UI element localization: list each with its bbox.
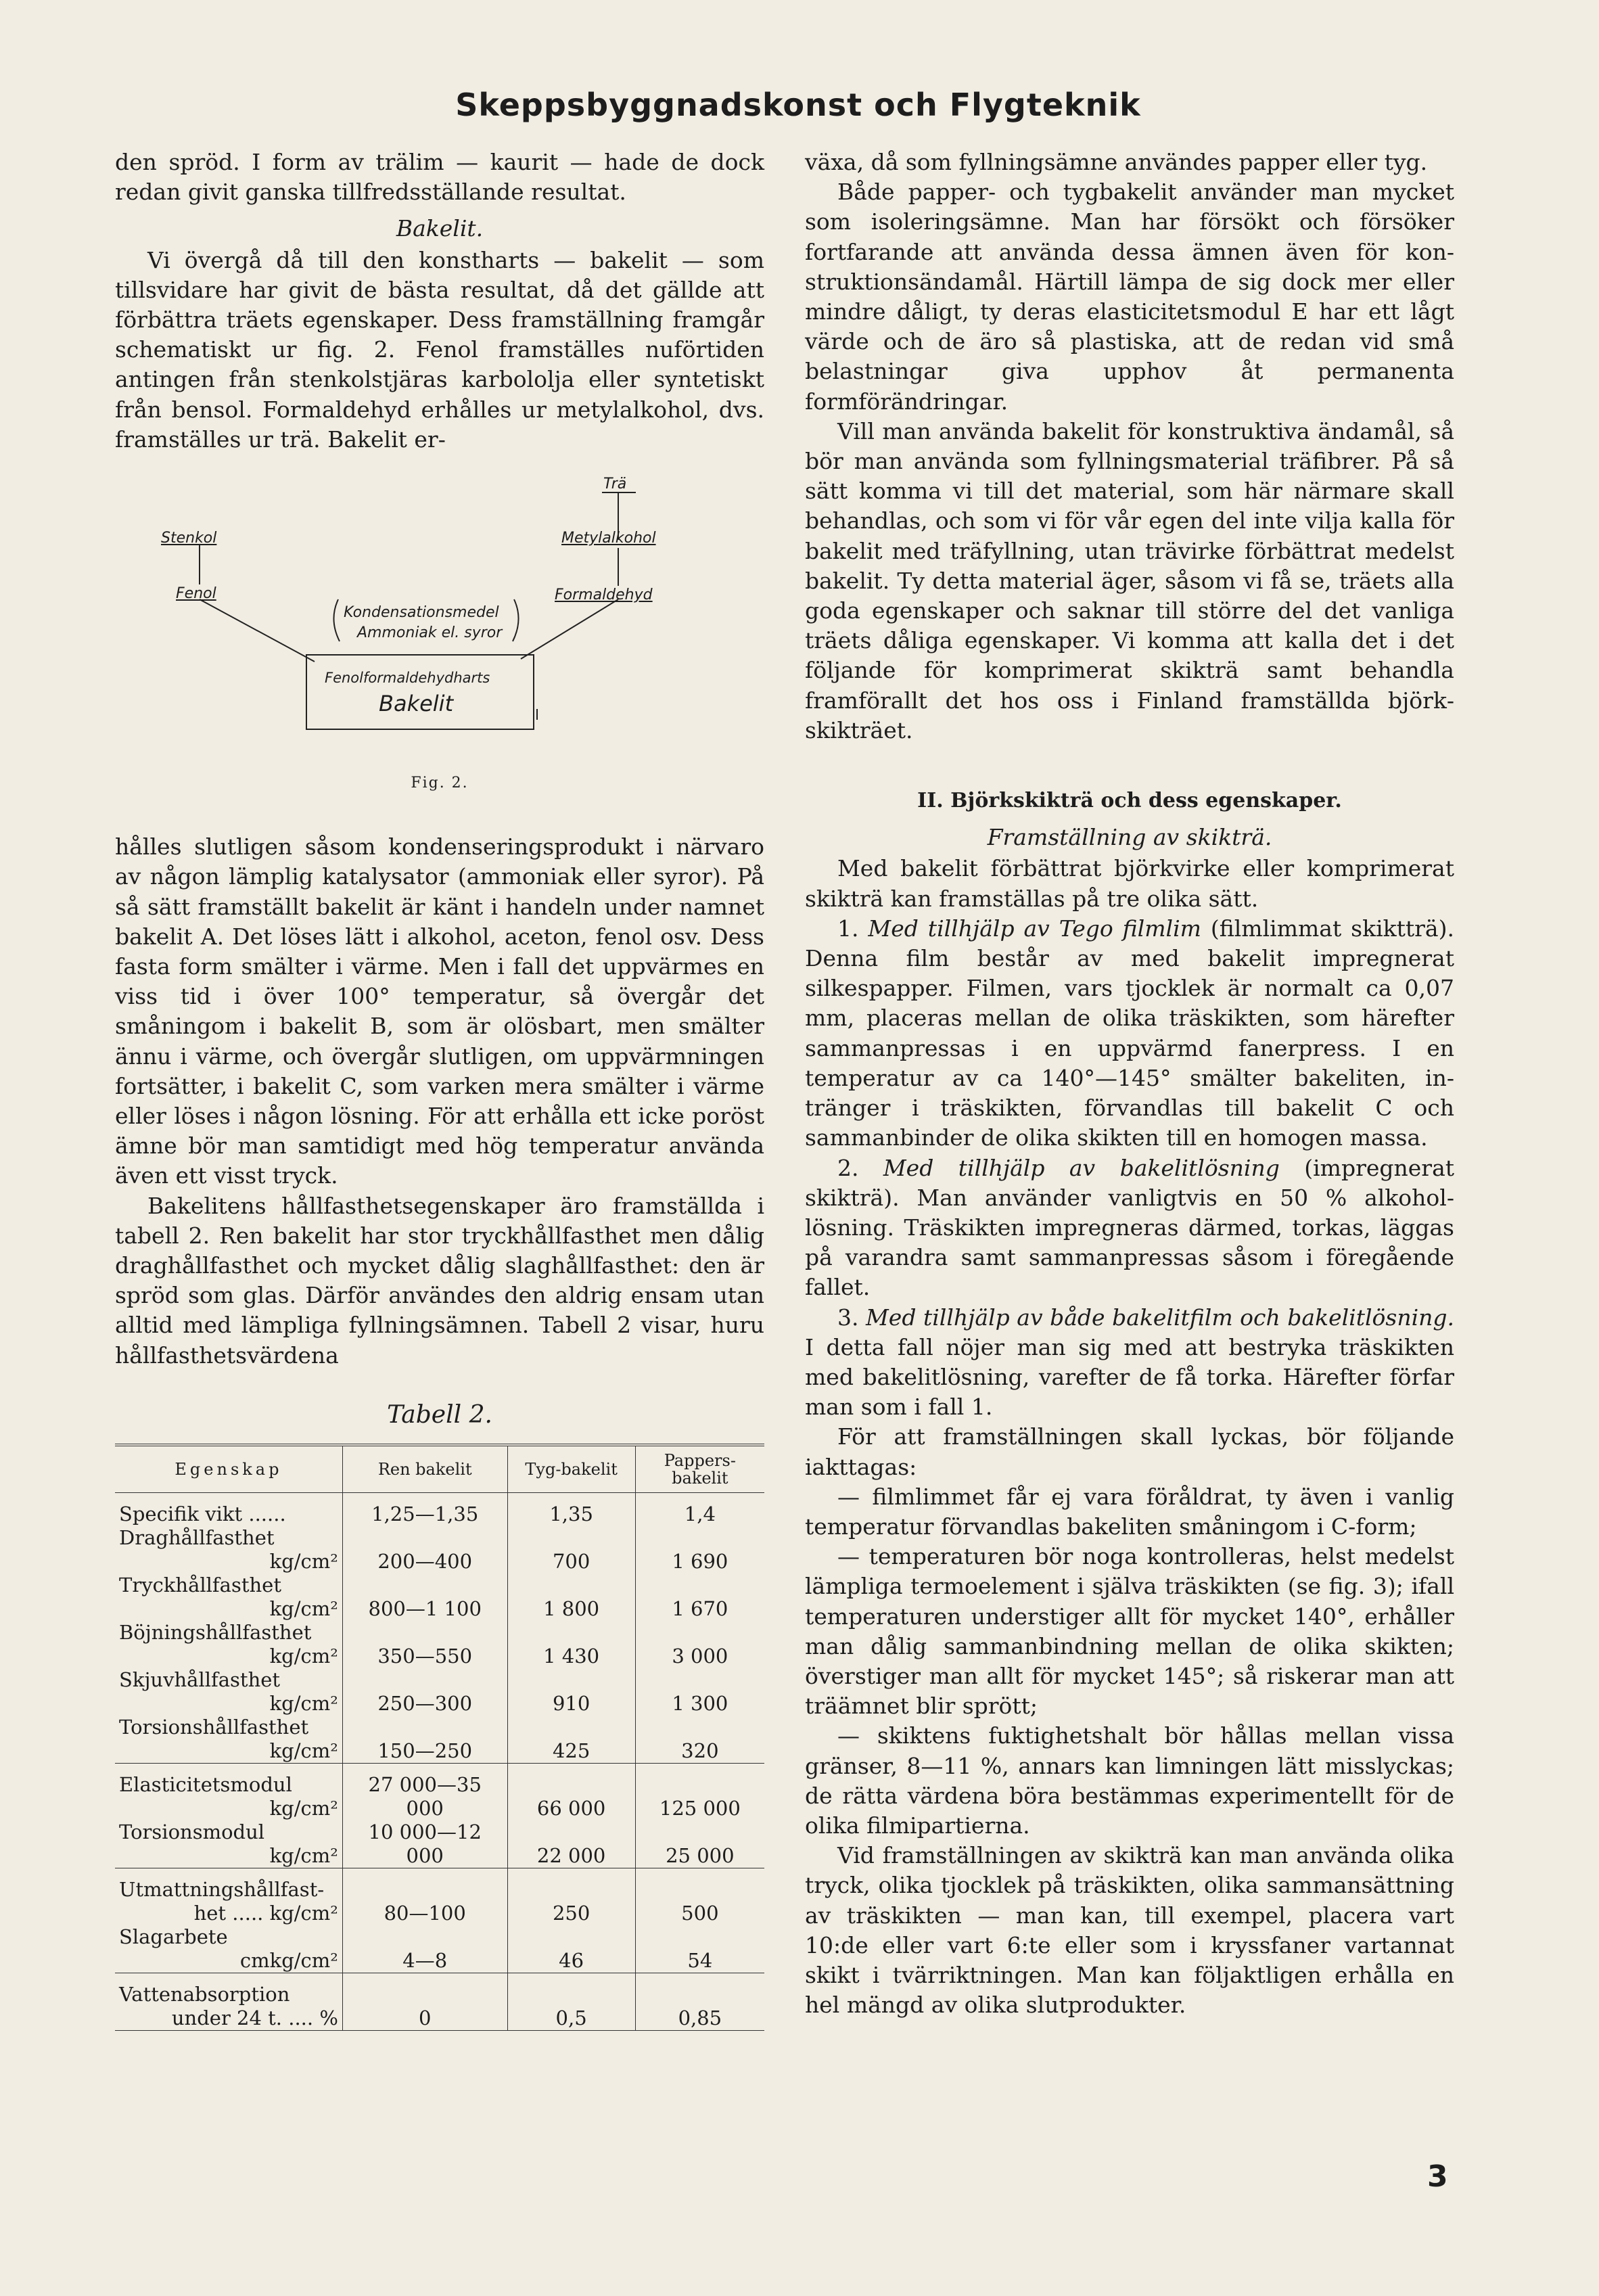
table-value-cell: 350—550 xyxy=(342,1621,507,1668)
right-paragraph-3: Med bakelit förbättrat björkvirke eller komprimerat skikträ kan framställas på tre olika sätt. xyxy=(805,855,1454,912)
right-paragraph-4 xyxy=(805,914,1454,1153)
table-value-cell: 1,4 xyxy=(635,1493,764,1527)
table-row xyxy=(115,1716,764,1764)
method-3-text: I detta fall nöjer man sig med att bestryka träskikten med bakelitlösning, varefter de få torka. Härefter förfar man som i fall 1. xyxy=(805,1333,1454,1421)
list-number-1: 1. xyxy=(837,915,868,942)
property-label: Specifik vikt ...... xyxy=(119,1502,286,1526)
table-value-cell: 200—400 xyxy=(342,1526,507,1574)
table-value-cell: 25 000 xyxy=(635,1820,764,1868)
label-kondensationsmedel: Kondensationsmedel xyxy=(344,604,499,622)
properties-table xyxy=(115,1444,764,2031)
right-paragraph-8: — filmlimmet får ej vara föråldrat, ty även i vanlig temperatur förvandlas bakeliten småningom i C-form; xyxy=(805,1483,1454,1540)
left-paragraph-3: Bakelitens hållfasthetsegenskaper äro framställda i tabell 2. Ren bakelit har stor tryckhållfasthet men dålig draghållfasthet och mycket dålig slaghållfasthet: den är spröd som glas. Därför användes den aldrig ensam utan alltid med lämpliga fyllningsämnen. Tabell 2 visar, huru hållfasthetsvärdena xyxy=(115,1192,764,1369)
table-value-cell: 1 300 xyxy=(635,1668,764,1716)
table-row xyxy=(115,1526,764,1574)
right-paragraph-5 xyxy=(805,1153,1454,1303)
label-bakelit: Bakelit xyxy=(379,691,454,717)
right-paragraph-6 xyxy=(805,1303,1454,1423)
property-label-cell xyxy=(115,1621,342,1668)
table-row xyxy=(115,1668,764,1716)
property-label: Elasticitetsmodul xyxy=(119,1773,292,1797)
list-number-3: 3. xyxy=(837,1304,866,1331)
table-row xyxy=(115,1764,764,1821)
property-label-cell xyxy=(115,1820,342,1868)
method-1-title: Med tillhjälp av Tego filmlim xyxy=(868,915,1201,942)
property-label: Tryckhållfasthet xyxy=(119,1574,281,1597)
col-header-tyg-bakelit: Tyg-bakelit xyxy=(507,1445,635,1493)
table-value-cell: 1 670 xyxy=(635,1574,764,1621)
property-label-cell xyxy=(115,1716,342,1764)
figure-caption: Fig. 2. xyxy=(411,775,469,792)
table-value-cell: 800—1 100 xyxy=(342,1574,507,1621)
method-2-title: Med tillhjälp av bakelitlösning xyxy=(883,1154,1280,1181)
property-label: Torsionsmodul xyxy=(119,1820,265,1844)
property-label: Skjuvhållfasthet xyxy=(119,1668,281,1692)
right-paragraph-0: växa, då som fyllningsämne användes papper eller tyg. xyxy=(805,149,1428,175)
property-unit: under 24 t. .... % xyxy=(171,2006,338,2030)
property-label-cell xyxy=(115,1493,342,1527)
table-value-cell: 46 xyxy=(507,1925,635,1973)
property-label: Utmattningshållfast- xyxy=(119,1878,325,1902)
label-fenol: Fenol xyxy=(176,585,216,603)
property-unit: kg/cm² xyxy=(269,1797,338,1820)
table-value-cell: 3 000 xyxy=(635,1621,764,1668)
label-metylalkohol: Metylalkohol xyxy=(561,530,656,547)
table-value-cell: 80—100 xyxy=(342,1868,507,1926)
table-value-cell: 22 000 xyxy=(507,1820,635,1868)
right-paragraph-10: — skiktens fuktighetshalt bör hållas mellan vissa gränser, 8—11 %, annars kan limningen lätt misslyckas; de rätta värdena böra bestämmas experimentellt för de olika filmipartierna. xyxy=(805,1722,1454,1839)
table-value-cell: 0 xyxy=(342,1973,507,2031)
property-unit: cmkg/cm² xyxy=(239,1949,338,1973)
right-paragraph-2: Vill man använda bakelit för konstruktiva ändamål, så bör man använda som fyllningsmaterial träfibrer. På så sätt komma vi till det material, som här närmare skall behandlas, och som vi för vår egen del inte vilja kalla för bakelit med träfyllning, utan trävirke förbättrat medelst bakelit. Ty detta material äger, såsom vi få se, träets alla goda egenskaper och saknar till större del det vanliga träets dåliga egenskaper. Vi komma att kalla det i det följande för komprimerat skikträ samt behandla framförallt det hos oss i Finland framställda björkskikträet. xyxy=(805,417,1454,743)
col-header-pappers-bakelit: Pappers-bakelit xyxy=(635,1445,764,1493)
subhead-framstallning: Framställning av skikträ. xyxy=(987,824,1272,851)
right-paragraph-1: Både papper- och tygbakelit använder man mycket som isoleringsämne. Man har försökt och försöker fortfarande att använda dessa ämnen även för konstruktionsändamål. Härtill lämpa de sig dock mer eller mindre dåligt, ty deras elasticitetsmodul E har ett lågt värde och de äro så plastiska, att de redan vid små belastningar giva upphov åt permanenta formförändringar. xyxy=(805,179,1454,415)
property-label: Vattenabsorption xyxy=(119,1983,290,2006)
col-header-egenskap: Egenskap xyxy=(115,1445,342,1493)
table-value-cell: 125 000 xyxy=(635,1764,764,1821)
table-body xyxy=(115,1493,764,2031)
label-fenolformaldehydharts: Fenolformaldehydharts xyxy=(325,670,490,687)
property-unit: kg/cm² xyxy=(269,1692,338,1716)
table-row xyxy=(115,1973,764,2031)
table-value-cell: 0,5 xyxy=(507,1973,635,2031)
list-number-2: 2. xyxy=(837,1154,883,1181)
property-label-cell xyxy=(115,1574,342,1621)
property-label-cell xyxy=(115,1973,342,2031)
col-header-ren-bakelit: Ren bakelit xyxy=(342,1445,507,1493)
running-head: Skeppsbyggnadskonst och Flygteknik xyxy=(455,87,1141,123)
property-label-cell xyxy=(115,1764,342,1821)
table-value-cell: 320 xyxy=(635,1716,764,1764)
property-label: Torsionshållfasthet xyxy=(119,1716,309,1739)
table-value-cell: 500 xyxy=(635,1868,764,1926)
left-paragraph-1: Vi övergå då till den konstharts — bakelit — som tillsvidare har givit de bästa resultat, då det gällde att förbättra träets egenskaper. Dess framställning framgår schematiskt ur fig. 2. Fenol framställes nuförtiden antingen från stenkolstjäras karbololja eller syntetiskt från bensol. Formaldehyd erhålles ur metylalkohol, dvs. framställes ur trä. Bakelit er- xyxy=(115,246,764,453)
table-value-cell: 0,85 xyxy=(635,1973,764,2031)
label-ammoniak-syror: Ammoniak el. syror xyxy=(357,624,503,642)
table-value-cell: 10 000—12 000 xyxy=(342,1820,507,1868)
property-unit: kg/cm² xyxy=(269,1645,338,1668)
table-value-cell: 27 000—35 000 xyxy=(342,1764,507,1821)
table-row xyxy=(115,1574,764,1621)
subhead-bakelit: Bakelit. xyxy=(396,215,484,242)
table-value-cell: 250—300 xyxy=(342,1668,507,1716)
table-row xyxy=(115,1925,764,1973)
page-number: 3 xyxy=(1427,2159,1448,2194)
table-value-cell: 910 xyxy=(507,1668,635,1716)
property-unit: kg/cm² xyxy=(269,1739,338,1763)
table-value-cell: 150—250 xyxy=(342,1716,507,1764)
property-unit: kg/cm² xyxy=(269,1844,338,1868)
label-formaldehyd: Formaldehyd xyxy=(555,587,653,604)
table-value-cell: 4—8 xyxy=(342,1925,507,1973)
method-2-text: (impregnerat skikträ). Man använder vanligtvis en 50 % alkohollösning. Träskikten impregneras därmed, torkas, läggas på varandra samt sammanpressas såsom i föregående fallet. xyxy=(805,1154,1455,1301)
table-value-cell: 1,35 xyxy=(507,1493,635,1527)
right-paragraph-11: Vid framställningen av skikträ kan man använda olika tryck, olika tjocklek på träskikten, olika sammansättning av träskikten — man kan, till exempel, placera vart 10:de eller vart 6:te eller som i kryssfaner vartannat skikt i tvärriktningen. Man kan följaktligen erhålla en hel mängd av olika slutprodukter. xyxy=(805,1842,1454,2019)
label-tra: Trä xyxy=(603,476,627,493)
table-value-cell: 66 000 xyxy=(507,1764,635,1821)
table-row xyxy=(115,1621,764,1668)
right-column xyxy=(805,147,1454,2020)
right-paragraph-7: För att framställningen skall lyckas, bör följande iakttagas: xyxy=(805,1423,1454,1480)
table-value-cell: 700 xyxy=(507,1526,635,1574)
table-caption: Tabell 2. xyxy=(387,1400,492,1429)
table-value-cell: 1,25—1,35 xyxy=(342,1493,507,1527)
table-value-cell: 250 xyxy=(507,1868,635,1926)
property-label-cell xyxy=(115,1668,342,1716)
left-paragraph-0: den spröd. I form av trälim — kaurit — hade de dock redan givit ganska tillfredsställande resultat. xyxy=(115,149,764,206)
table-value-cell: 1 430 xyxy=(507,1621,635,1668)
property-label-cell xyxy=(115,1526,342,1574)
left-paragraph-2: hålles slutligen såsom kondenseringsprodukt i närvaro av någon lämplig katalysator (ammoniak eller syror). På så sätt framställt bakelit är känt i handeln under namnet bakelit A. Det löses lätt i alkohol, aceton, fenol osv. Dess fasta form smälter i värme. Men i fall det uppvärmes en viss tid i över 100° temperatur, så övergår det småningom i bakelit B, som är olösbart, men smälter ännu i värme, och övergår slutligen, om uppvärmningen fortsätter, i bakelit C, som varken mera smälter i värme eller löses i någon lösning. För att erhålla ett icke poröst ämne bör man samtidigt med hög temperatur använda även ett visst tryck. xyxy=(115,833,764,1189)
property-label: Böjningshållfasthet xyxy=(119,1621,312,1645)
property-label-cell xyxy=(115,1868,342,1926)
property-label: Draghållfasthet xyxy=(119,1526,275,1550)
table-row xyxy=(115,1868,764,1926)
property-label: Slagarbete xyxy=(119,1925,228,1949)
property-unit: kg/cm² xyxy=(269,1550,338,1574)
figure-bakelit-scheme xyxy=(115,464,764,762)
table-value-cell: 425 xyxy=(507,1716,635,1764)
table-value-cell: 54 xyxy=(635,1925,764,1973)
table-row xyxy=(115,1820,764,1868)
table-value-cell: 1 690 xyxy=(635,1526,764,1574)
method-1-text: (filmlimmat skiktträ). Denna film består av med bakelit impregnerat silkespapper. Filmen, vars tjocklek är normalt ca 0,07 mm, placeras mellan de olika träskikten, som härefter sammanpressas i en uppvärmd fanerpress. I en temperatur av ca 140°—145° smälter bakeliten, intränger i träskikten, förvandlas till bakelit C och sammanbinder de olika skikten till en homogen massa. xyxy=(805,915,1454,1151)
property-unit: kg/cm² xyxy=(269,1597,338,1621)
table-value-cell: 1 800 xyxy=(507,1574,635,1621)
property-unit: het ..... kg/cm² xyxy=(193,1902,338,1925)
right-paragraph-9: — temperaturen bör noga kontrolleras, helst medelst lämpliga termoelement i själva träskikten (se fig. 3); ifall temperaturen understiger allt för mycket 140°, erhåller man dålig sammanbindning mellan de olika skikten; överstiger man allt för mycket 145°; så riskerar man att träämnet blir sprött; xyxy=(805,1543,1454,1720)
property-label-cell xyxy=(115,1925,342,1973)
table-row xyxy=(115,1493,764,1527)
label-stenkol: Stenkol xyxy=(161,530,217,547)
table-header-row xyxy=(115,1445,764,1493)
method-3-title: Med tillhjälp av både bakelitfilm och bakelitlösning. xyxy=(866,1304,1454,1331)
section-heading: II. Björkskikträ och dess egenskaper. xyxy=(917,789,1342,813)
left-column xyxy=(115,147,764,2031)
